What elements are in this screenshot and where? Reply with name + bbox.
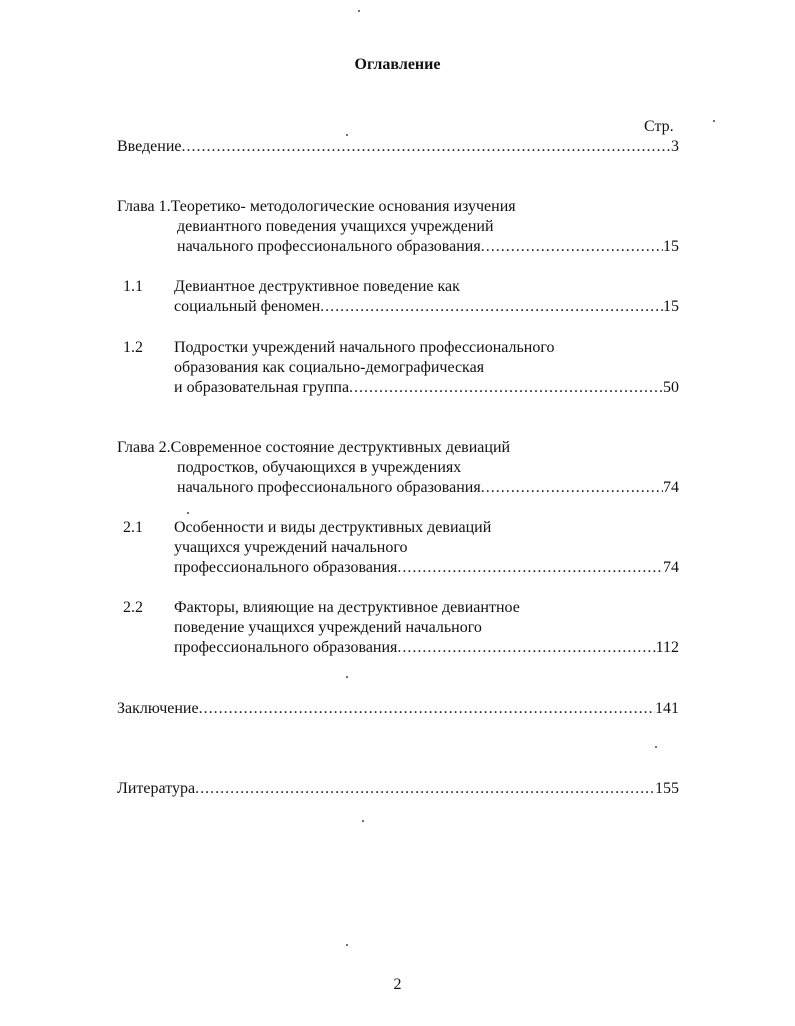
section-number: 1.2 <box>123 339 143 356</box>
toc-entry-title-cont: учащихся учреждений начального <box>174 539 408 556</box>
toc-entry-page: 50 <box>663 379 679 396</box>
toc-entry-title-cont: профессионального образования <box>174 559 398 576</box>
toc-entry-title-cont: поведение учащихся учреждений начального <box>174 619 482 636</box>
toc-entry-page: 74 <box>663 479 679 496</box>
toc-entry-page: 15 <box>663 298 679 315</box>
leader-dots <box>397 638 655 658</box>
toc-entry-title: Литература <box>117 780 196 797</box>
leader-dots <box>199 699 655 719</box>
toc-entry-page: 74 <box>663 559 679 576</box>
leader-dots <box>320 297 663 317</box>
scan-speck <box>655 746 657 748</box>
section-number: 1.1 <box>123 278 143 295</box>
toc-entry-title-cont: образования как социально-демографическая <box>174 359 485 376</box>
toc-entry-literature[interactable] <box>117 779 679 799</box>
toc-entry-page: 112 <box>655 639 679 656</box>
leader-dots <box>481 478 663 498</box>
page-title: Оглавление <box>354 56 441 73</box>
toc-entry-title: Глава 1.Теоретико- методологические основания изучения <box>117 198 516 215</box>
section-number: 2.1 <box>123 519 143 536</box>
page-number: 2 <box>393 976 402 993</box>
leader-dots <box>397 558 663 578</box>
section-number: 2.2 <box>123 599 143 616</box>
toc-entry-title-cont: и образовательная группа <box>174 379 350 396</box>
scan-speck <box>358 10 360 12</box>
page-column-header: Стр. <box>644 118 674 135</box>
scan-speck <box>713 120 715 122</box>
toc-entry-page: 3 <box>671 138 679 155</box>
scan-speck <box>346 676 348 678</box>
scan-speck <box>187 512 189 514</box>
toc-entry-page: 155 <box>655 780 679 797</box>
toc-entry-title-cont: подростков, обучающихся в учреждениях <box>177 459 462 476</box>
leader-dots <box>349 378 663 398</box>
toc-entry-conclusion[interactable] <box>117 699 679 719</box>
toc-entry-title: Заключение <box>117 700 199 717</box>
leader-dots <box>481 237 663 257</box>
toc-entry-title-cont: социальный феномен <box>174 298 321 315</box>
toc-entry-intro[interactable] <box>117 137 679 157</box>
leader-dots <box>195 779 655 799</box>
toc-entry-title-cont: профессионального образования <box>174 639 398 656</box>
toc-entry-title: Особенности и виды деструктивных девиаций <box>174 519 492 536</box>
toc-entry-title-cont: начального профессионального образования <box>177 238 481 255</box>
scan-speck <box>346 134 348 136</box>
toc-entry-title-cont: девиантного поведения учащихся учреждений <box>177 218 494 235</box>
toc-entry-title: Факторы, влияющие на деструктивное девиантное <box>174 599 520 616</box>
scan-speck <box>362 820 364 822</box>
toc-entry-title-cont: начального профессионального образования <box>177 479 481 496</box>
toc-entry-page: 141 <box>655 700 679 717</box>
toc-entry-title: Подростки учреждений начального профессионального <box>174 339 555 356</box>
toc-entry-title: Введение <box>117 138 182 155</box>
toc-entry-title: Глава 2.Современное состояние деструктивных девиаций <box>117 439 511 456</box>
leader-dots <box>182 137 672 157</box>
toc-entry-title: Девиантное деструктивное поведение как <box>174 278 460 295</box>
scan-speck <box>346 944 348 946</box>
toc-entry-page: 15 <box>663 238 679 255</box>
